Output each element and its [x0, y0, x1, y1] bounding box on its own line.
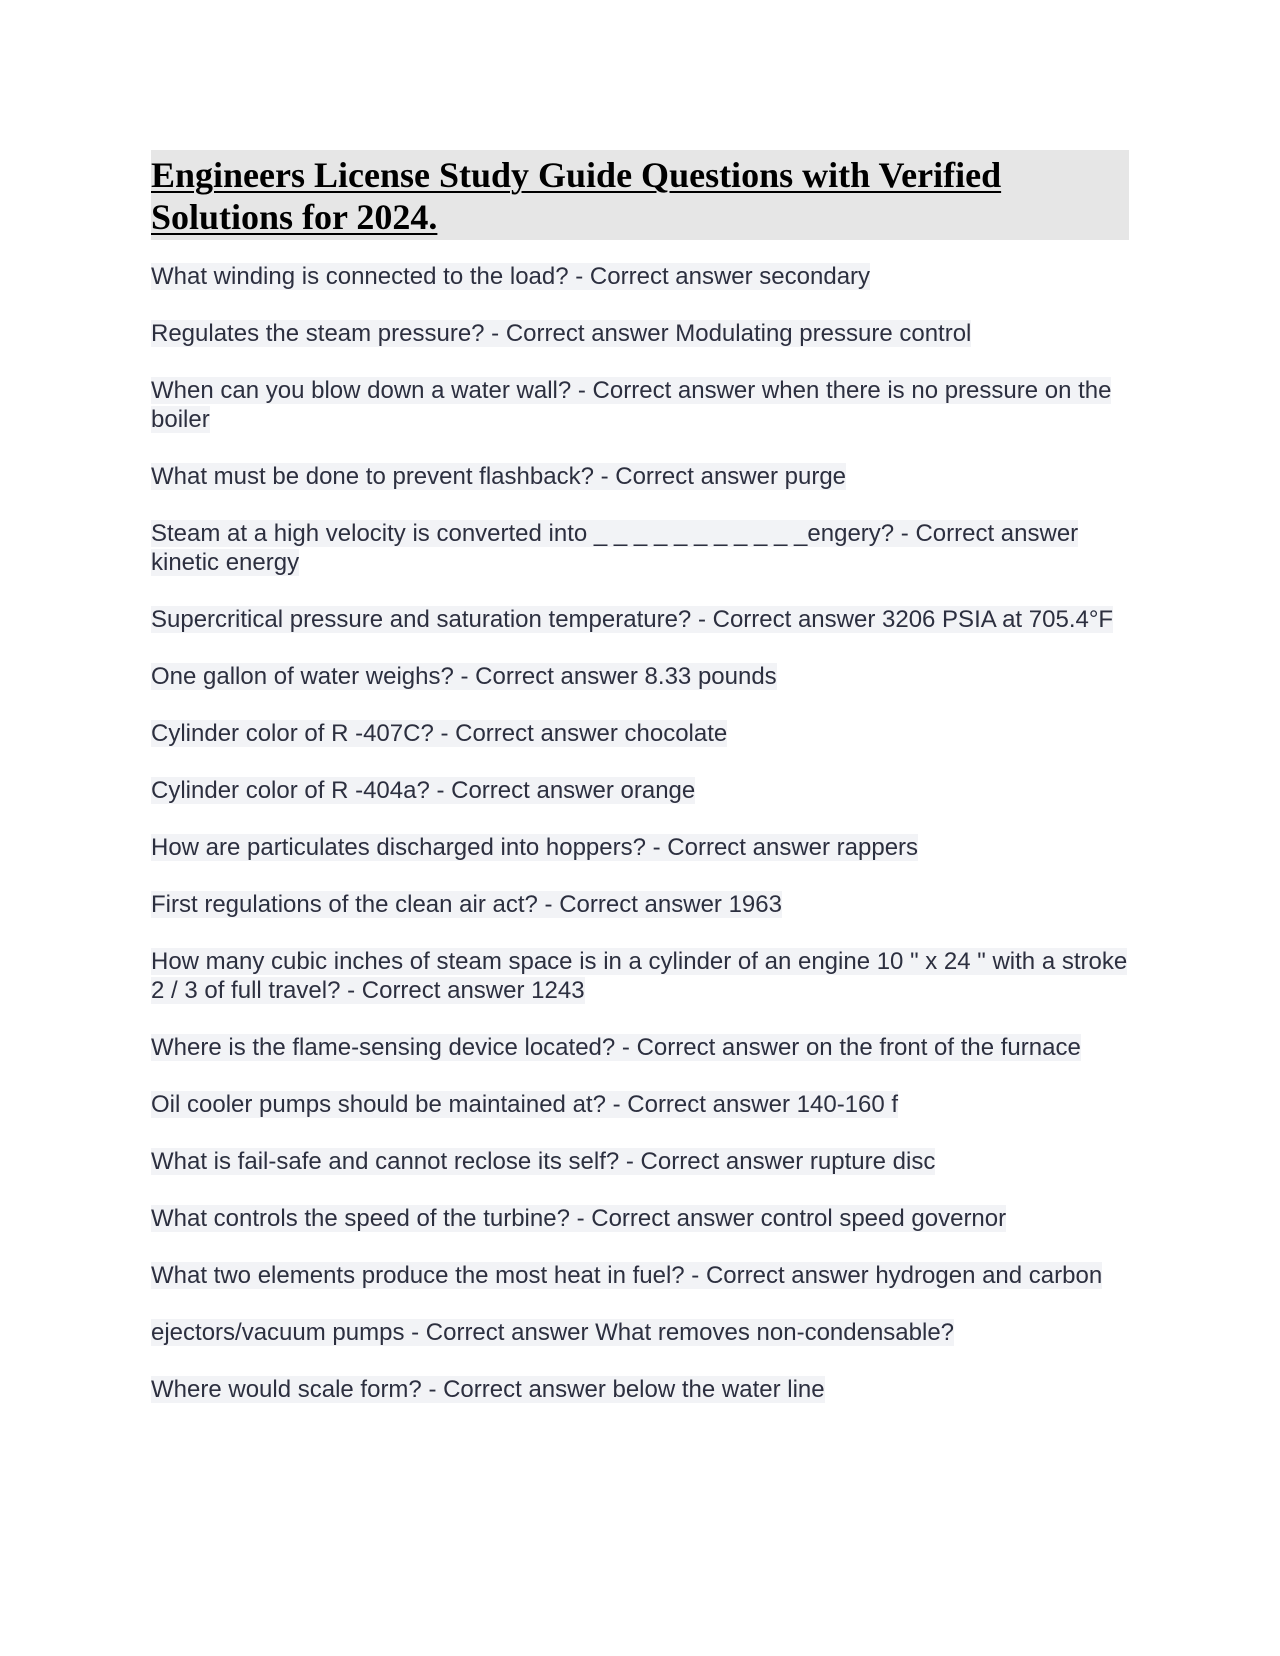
qa-item [151, 833, 1129, 862]
qa-item [151, 1261, 1129, 1290]
qa-item [151, 319, 1129, 348]
qa-list [151, 262, 1129, 1404]
qa-item-text: Supercritical pressure and saturation temperature? - Correct answer 3206 PSIA at 705.4°F [151, 606, 1114, 633]
qa-item [151, 1204, 1129, 1233]
qa-item-text: How many cubic inches of steam space is in a cylinder of an engine 10 " x 24 " with a stroke 2 / 3 of full travel? - Correct answer 1243 [151, 948, 1128, 1004]
qa-item-text: What is fail-safe and cannot reclose its self? - Correct answer rupture disc [151, 1148, 936, 1175]
qa-item-text: Where would scale form? - Correct answer below the water line [151, 1376, 825, 1403]
qa-item-text: Oil cooler pumps should be maintained at? - Correct answer 140-160 f [151, 1091, 899, 1118]
qa-item [151, 605, 1129, 634]
qa-item-text: First regulations of the clean air act? - Correct answer 1963 [151, 891, 782, 918]
document-page [151, 150, 1129, 1432]
qa-item [151, 719, 1129, 748]
qa-item-text: What controls the speed of the turbine? - Correct answer control speed governor [151, 1205, 1007, 1232]
qa-item [151, 1090, 1129, 1119]
qa-item [151, 662, 1129, 691]
page-title: Engineers License Study Guide Questions with Verified Solutions for 2024. [151, 155, 1002, 237]
qa-item [151, 262, 1129, 291]
qa-item-text: When can you blow down a water wall? - Correct answer when there is no pressure on the boiler [151, 377, 1112, 433]
qa-item [151, 1318, 1129, 1347]
qa-item-text: Regulates the steam pressure? - Correct answer Modulating pressure control [151, 320, 972, 347]
qa-item [151, 890, 1129, 919]
qa-item-text: Cylinder color of R -404a? - Correct answer orange [151, 777, 696, 804]
qa-item-text: What must be done to prevent flashback? - Correct answer purge [151, 463, 847, 490]
qa-item-text: Where is the flame-sensing device located? - Correct answer on the front of the furnace [151, 1034, 1081, 1061]
qa-item [151, 1375, 1129, 1404]
qa-item-text: What winding is connected to the load? - Correct answer secondary [151, 263, 871, 290]
qa-item [151, 1147, 1129, 1176]
qa-item-text: Steam at a high velocity is converted into _ _ _ _ _ _ _ _ _ _ _engery? - Correct answer kinetic energy [151, 520, 1079, 576]
qa-item-text: What two elements produce the most heat in fuel? - Correct answer hydrogen and carbon [151, 1262, 1103, 1289]
qa-item [151, 462, 1129, 491]
qa-item [151, 1033, 1129, 1062]
qa-item [151, 947, 1129, 1005]
qa-item-text: One gallon of water weighs? - Correct answer 8.33 pounds [151, 663, 777, 690]
qa-item-text: How are particulates discharged into hoppers? - Correct answer rappers [151, 834, 919, 861]
qa-item [151, 519, 1129, 577]
title-block [151, 150, 1129, 240]
qa-item [151, 776, 1129, 805]
qa-item-text: ejectors/vacuum pumps - Correct answer What removes non-condensable? [151, 1319, 955, 1346]
qa-item-text: Cylinder color of R -407C? - Correct answer chocolate [151, 720, 728, 747]
qa-item [151, 376, 1129, 434]
